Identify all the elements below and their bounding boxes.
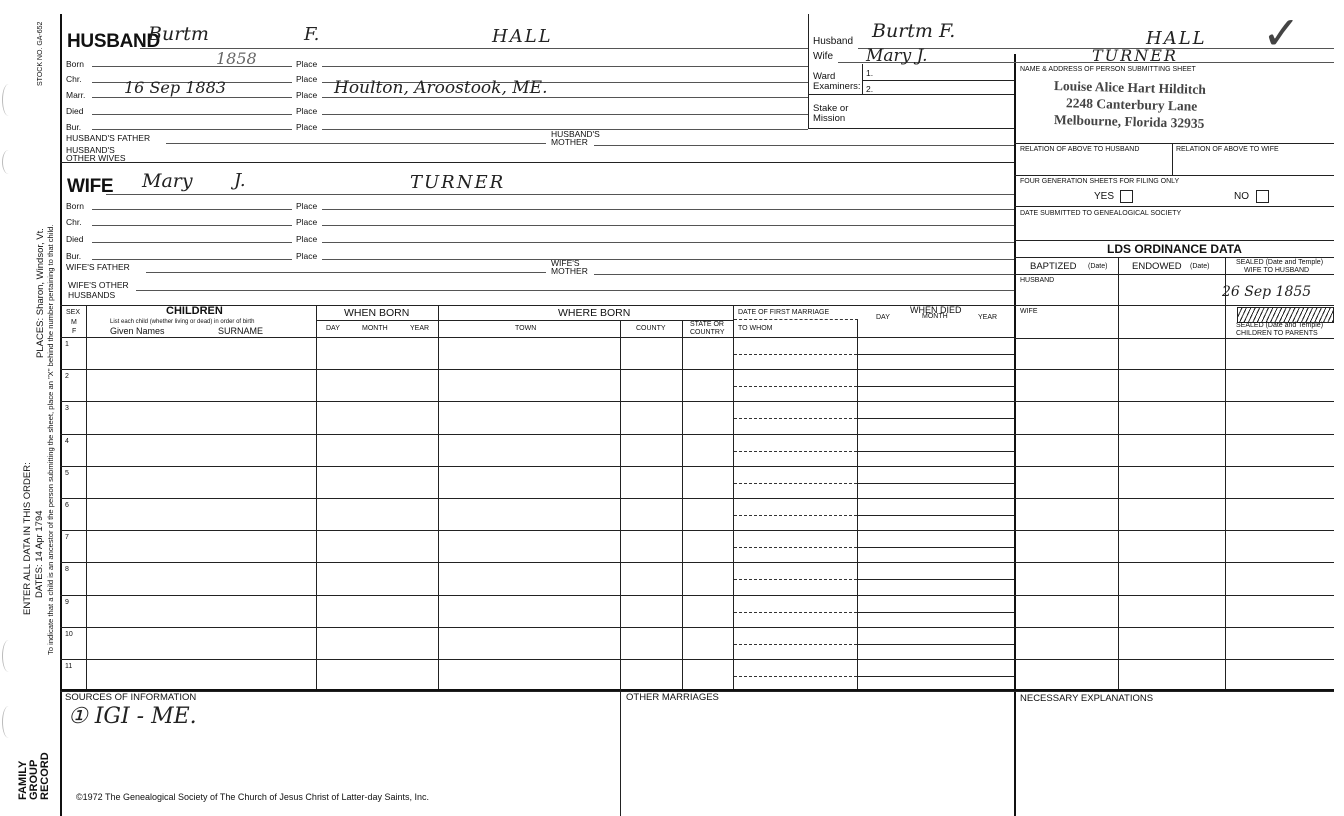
husband-father-label: HUSBAND'S FATHER <box>66 133 151 143</box>
child-row-bottom <box>60 434 1334 435</box>
four-generation-label: FOUR GENERATION SHEETS FOR FILING ONLY <box>1020 178 1180 185</box>
child-marriage-dash <box>734 612 857 613</box>
first-marriage-header: DATE OF FIRST MARRIAGE <box>738 309 830 316</box>
lds-endowed-label: ENDOWED <box>1132 261 1182 272</box>
child-died-line <box>857 515 1014 516</box>
child-marriage-dash <box>734 644 857 645</box>
punch-mark <box>2 84 15 116</box>
born-day-header: DAY <box>326 325 340 332</box>
to-whom-header: TO WHOM <box>738 325 773 332</box>
child-marriage-dash <box>734 676 857 677</box>
husband-marr-label: Marr. <box>66 90 86 100</box>
child-marriage-dash <box>734 515 857 516</box>
sources-value: ① IGI - ME. <box>68 704 197 729</box>
child-row-bottom <box>60 369 1334 370</box>
husband-chr-label: Chr. <box>66 74 82 84</box>
lds-wife-bottom <box>1014 338 1334 339</box>
child-died-line <box>857 612 1014 613</box>
wife-heading: WIFE <box>67 176 114 197</box>
four-gen-no-label: NO <box>1234 191 1249 202</box>
form-title: FAMILY GROUP RECORD <box>17 752 51 800</box>
child-died-line <box>857 386 1014 387</box>
child-row-number: 3 <box>65 405 69 413</box>
child-row-bottom <box>60 562 1334 563</box>
child-row-number: 2 <box>65 373 69 381</box>
lds-title: LDS ORDINANCE DATA <box>1107 242 1242 256</box>
col-county <box>682 320 683 690</box>
lds-husband-label: HUSBAND <box>1020 277 1055 284</box>
child-row-number: 8 <box>65 566 69 574</box>
wife-surname-value: TURNER <box>410 172 506 193</box>
husband-died-place-label: Place <box>296 106 318 116</box>
lds-header-bottom <box>1014 274 1334 275</box>
wife-chr-place-line <box>322 225 1014 226</box>
header-bottom <box>808 128 1014 129</box>
state-header-top: STATE OR <box>690 321 724 328</box>
child-row-number: 5 <box>65 469 69 477</box>
state-header-bot: COUNTRY <box>690 329 725 336</box>
child-marriage-dash <box>734 418 857 419</box>
child-row-bottom <box>60 498 1334 499</box>
child-row-bottom <box>60 595 1334 596</box>
husband-initial-value: F. <box>304 24 320 45</box>
child-died-line <box>857 547 1014 548</box>
where-born-header: WHERE BORN <box>558 307 631 319</box>
died-day-header: DAY <box>876 314 890 321</box>
child-marriage-dash <box>734 451 857 452</box>
stake-label: Stake or <box>813 103 849 114</box>
child-died-line <box>857 418 1014 419</box>
surname-header: SURNAME <box>218 326 264 336</box>
examiners-label: Examiners: <box>813 81 861 92</box>
lds-hatched-area <box>1237 307 1334 323</box>
middle-border <box>1014 54 1016 816</box>
wife-died-place-label: Place <box>296 234 318 244</box>
relation-divider <box>1172 143 1173 175</box>
children-title: CHILDREN <box>166 305 223 317</box>
examiner-divider <box>862 80 1014 81</box>
born-month-header: MONTH <box>362 325 388 332</box>
wife-bur-place-label: Place <box>296 251 318 261</box>
husband-marr-place-value: Houlton, Aroostook, ME. <box>334 78 548 98</box>
examiner-2-label: 2. <box>866 84 874 94</box>
where-born-rule <box>438 320 733 321</box>
col-died <box>857 320 858 690</box>
child-marriage-dash <box>734 483 857 484</box>
husband-died-line <box>92 114 292 115</box>
punch-mark <box>2 640 15 672</box>
lds-sealed-wife-bot: WIFE TO HUSBAND <box>1244 267 1310 274</box>
child-row-bottom <box>60 466 1334 467</box>
submitter-name: Louise Alice Hart Hilditch <box>1053 78 1207 97</box>
wife-chr-label: Chr. <box>66 217 82 227</box>
child-row-number: 11 <box>65 663 73 670</box>
husband-mother-label-bot: MOTHER <box>551 137 588 147</box>
wife-bur-place-line <box>322 259 1014 260</box>
child-marriage-dash <box>734 386 857 387</box>
check-mark: ✓ <box>1262 6 1301 60</box>
child-row-bottom <box>60 627 1334 628</box>
husband-other-wives-top: HUSBAND'S <box>66 145 115 155</box>
child-row-bottom <box>60 401 1334 402</box>
husband-died-place-line <box>322 114 808 115</box>
wife-chr-line <box>92 225 292 226</box>
husband-bur-line <box>92 129 292 130</box>
lds-col-1 <box>1118 257 1119 690</box>
children-header-bottom <box>60 337 1014 338</box>
wife-other-husbands-top: WIFE'S OTHER <box>68 280 129 290</box>
lds-sealed-children-top: SEALED (Date and Temple) <box>1236 322 1324 329</box>
wife-died-place-line <box>322 242 1014 243</box>
lds-col-2 <box>1225 257 1226 690</box>
children-instruction: List each child (whether living or dead) in order of birth <box>110 319 255 325</box>
husband-died-label: Died <box>66 106 84 116</box>
header-husband-surname: HALL <box>1146 28 1207 49</box>
copyright-text: ©1972 The Genealogical Society of The Church of Jesus Christ of Latter-day Saints, Inc. <box>76 792 429 802</box>
examiner-1-label: 1. <box>866 68 874 78</box>
child-row-number: 6 <box>65 502 69 509</box>
when-died-header: WHEN DIED <box>910 305 962 315</box>
born-year-header: YEAR <box>410 325 430 332</box>
enter-data-instruction: ENTER ALL DATA IN THIS ORDER: <box>22 462 33 615</box>
wife-father-line <box>146 272 546 273</box>
lds-husband-bottom <box>1014 305 1334 306</box>
four-gen-bottom <box>1014 206 1334 207</box>
husband-given-value: Burtm <box>148 23 209 45</box>
stock-number: STOCK NO. GA-652 <box>37 21 44 86</box>
wife-bur-label: Bur. <box>66 251 82 261</box>
ward-label: Ward <box>813 71 836 82</box>
four-gen-yes-label: YES <box>1094 191 1115 202</box>
sources-label: SOURCES OF INFORMATION <box>65 692 197 703</box>
child-row-bottom <box>60 530 1334 531</box>
four-gen-no-checkbox[interactable] <box>1256 190 1269 203</box>
husband-mother-label-top: HUSBAND'S <box>551 129 600 139</box>
mission-label: Mission <box>813 113 846 124</box>
husband-born-label: Born <box>66 59 84 69</box>
husband-other-wives-line <box>60 162 1014 163</box>
husband-marr-line <box>92 97 292 98</box>
wife-born-place-label: Place <box>296 201 318 211</box>
died-month-header: MONTH <box>922 313 948 320</box>
wife-initial-value: J. <box>234 170 246 191</box>
submitter-bottom <box>1014 143 1334 144</box>
wife-mother-label-top: WIFE'S <box>551 258 580 268</box>
child-died-line <box>857 676 1014 677</box>
child-row-bottom <box>60 659 1334 660</box>
wife-other-husbands-bot: HUSBANDS <box>68 290 116 300</box>
header-divider <box>808 14 809 128</box>
husband-heading: HUSBAND <box>67 31 160 52</box>
child-marriage-dash <box>734 354 857 355</box>
col-town <box>620 320 621 690</box>
date-submitted-label: DATE SUBMITTED TO GENEALOGICAL SOCIETY <box>1020 210 1182 217</box>
header-husband-given: Burtm F. <box>872 20 956 42</box>
wife-born-line <box>92 209 292 210</box>
submitter-city: Melbourne, Florida 32935 <box>1053 112 1205 131</box>
wife-died-label: Died <box>66 234 84 244</box>
husband-bur-place-label: Place <box>296 122 318 132</box>
places-instruction: PLACES: Sharon, Windsor, Vt. <box>35 228 46 358</box>
wife-name-line <box>106 194 1014 195</box>
husband-other-wives-bot: OTHER WIVES <box>66 153 126 163</box>
child-row-number: 10 <box>65 630 73 638</box>
child-marriage-dash <box>734 579 857 580</box>
wife-born-place-line <box>322 209 1014 210</box>
date-submitted-bottom <box>1014 240 1334 241</box>
child-row-number: 9 <box>65 598 69 606</box>
other-marriages-label: OTHER MARRIAGES <box>626 692 719 703</box>
child-row-number: 7 <box>65 534 69 542</box>
relation-husband-label: RELATION OF ABOVE TO HUSBAND <box>1020 146 1140 153</box>
husband-marr-place-label: Place <box>296 90 318 100</box>
sex-label: SEX <box>66 309 81 316</box>
child-died-line <box>857 354 1014 355</box>
lds-baptized-date-label: (Date) <box>1088 263 1108 270</box>
husband-mother-line <box>594 145 1014 146</box>
husband-born-place-line <box>322 66 808 67</box>
husband-born-line <box>92 66 292 67</box>
relation-bottom <box>1014 175 1334 176</box>
header-wife-label: Wife <box>813 51 833 62</box>
when-born-rule <box>316 320 438 321</box>
lds-title-bottom <box>1014 257 1334 258</box>
header-wife-given: Mary J. <box>866 46 928 66</box>
wife-mother-label-bot: MOTHER <box>551 266 588 276</box>
sex-m-label: M <box>71 319 77 326</box>
wife-bur-line <box>92 259 292 260</box>
wife-given-value: Mary <box>142 170 193 192</box>
wife-father-label: WIFE'S FATHER <box>66 262 130 272</box>
four-gen-yes-checkbox[interactable] <box>1120 190 1133 203</box>
husband-chr-place-label: Place <box>296 74 318 84</box>
wife-other-husbands-line <box>136 290 1014 291</box>
husband-bur-label: Bur. <box>66 122 82 132</box>
county-header: COUNTY <box>636 325 666 332</box>
left-border <box>60 14 62 816</box>
husband-born-place-label: Place <box>296 59 318 69</box>
necessary-explanations-label: NECESSARY EXPLANATIONS <box>1020 693 1154 704</box>
died-year-header: YEAR <box>978 314 998 321</box>
lds-sealed-wife-top: SEALED (Date and Temple) <box>1236 259 1324 266</box>
wife-mother-line <box>594 274 1014 275</box>
child-died-line <box>857 644 1014 645</box>
wife-chr-place-label: Place <box>296 217 318 227</box>
ward-bottom <box>808 94 1014 95</box>
child-marriage-dash <box>734 547 857 548</box>
child-died-line <box>857 483 1014 484</box>
submitter-street: 2248 Canterbury Lane <box>1065 95 1198 114</box>
lds-wife-label: WIFE <box>1020 308 1038 315</box>
husband-born-value: 1858 <box>216 49 257 68</box>
punch-mark <box>2 150 15 174</box>
sex-f-label: F <box>72 328 77 335</box>
lds-endowed-date-label: (Date) <box>1190 263 1210 270</box>
child-died-line <box>857 579 1014 580</box>
wife-died-line <box>92 242 292 243</box>
relation-wife-label: RELATION OF ABOVE TO WIFE <box>1176 146 1279 153</box>
ward-divider <box>862 64 863 94</box>
header-wife-surname: TURNER <box>1092 46 1178 65</box>
ancestor-instruction: To indicate that a child is an ancestor of the person submitting the sheet, place an "X" behind the number pertaining to that child. <box>46 224 55 655</box>
given-names-header: Given Names <box>110 326 165 336</box>
lds-sealed-value: 26 Sep 1855 <box>1222 284 1312 300</box>
child-row-number: 1 <box>65 341 69 348</box>
husband-surname-value: HALL <box>492 26 553 47</box>
dates-instruction: DATES: 14 Apr 1794 <box>34 510 45 598</box>
child-died-line <box>857 451 1014 452</box>
submitter-label: NAME & ADDRESS OF PERSON SUBMITTING SHEET <box>1020 66 1196 73</box>
first-marriage-dash <box>734 319 858 320</box>
lds-baptized-label: BAPTIZED <box>1030 261 1077 272</box>
child-row-number: 4 <box>65 437 69 445</box>
wife-born-label: Born <box>66 201 84 211</box>
header-husband-label: Husband <box>813 36 854 47</box>
husband-marr-value: 16 Sep 1883 <box>124 78 226 97</box>
footer-divider <box>620 689 621 816</box>
children-table-bottom <box>60 689 1334 691</box>
town-header: TOWN <box>515 325 537 332</box>
when-born-header: WHEN BORN <box>344 307 410 319</box>
husband-father-line <box>166 143 546 144</box>
punch-mark <box>2 706 15 738</box>
lds-sealed-children-bot: CHILDREN TO PARENTS <box>1236 330 1318 337</box>
